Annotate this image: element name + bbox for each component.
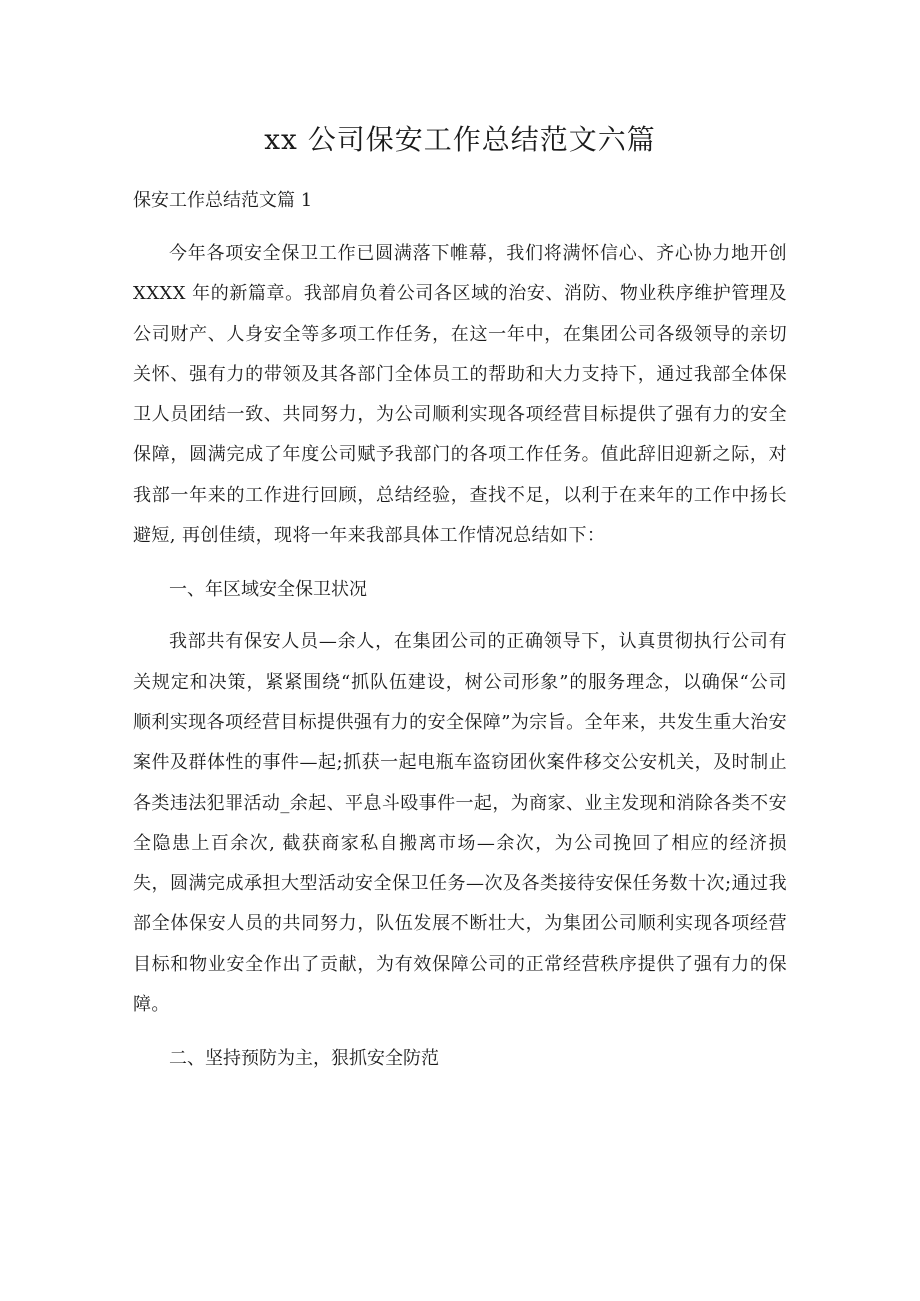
subheading-2: 二、坚持预防为主，狠抓安全防范	[169, 1048, 439, 1070]
paragraph-intro: 今年各项安全保卫工作已圆满落下帷幕，我们将满怀信心、齐心协力地开创 XXXX 年的新篇章。我部肩负着公司各区域的治安、消防、物业秩序维护管理及公司财产、人身安全等多项工作任务，在这一年中，在集团公司各级领导的亲切关怀、强有力的带领及其各部门全体员工的帮助和大力支持下，通过我部全体保卫人员团结一致、共同努力，为公司顺利实现各项经营目标提供了强有力的安全保障，圆满完成了年度公司赋予我部门的各项工作任务。值此辞旧迎新之际，对我部一年来的工作进行回顾，总结经验，查找不足，以利于在来年的工作中扬长避短, 再创佳绩，现将一年来我部具体工作情况总结如下：	[133, 243, 787, 547]
paragraph-security-status: 我部共有保安人员—余人，在集团公司的正确领导下，认真贯彻执行公司有关规定和决策，紧紧围绕“抓队伍建设，树公司形象”的服务理念，以确保“公司顺利实现各项经营目标提供强有力的安全保障”为宗旨。全年来，共发生重大治安案件及群体性的事件—起;抓获一起电瓶车盗窃团伙案件移交公安机关，及时制止各类违法犯罪活动_余起、平息斗殴事件一起，为商家、业主发现和消除各类不安全隐患上百余次, 截获商家私自搬离市场—余次，为公司挽回了相应的经济损失，圆满完成承担大型活动安全保卫任务—次及各类接待安保任务数十次;通过我部全体保安人员的共同努力，队伍发展不断壮大，为集团公司顺利实现各项经营目标和物业安全作出了贡献，为有效保障公司的正常经营秩序提供了强有力的保障。	[133, 631, 787, 1016]
section-heading: 保安工作总结范文篇 1	[133, 190, 313, 211]
subheading-1: 一、年区域安全保卫状况	[169, 579, 367, 601]
document-title: xx 公司保安工作总结范文六篇	[264, 123, 656, 156]
